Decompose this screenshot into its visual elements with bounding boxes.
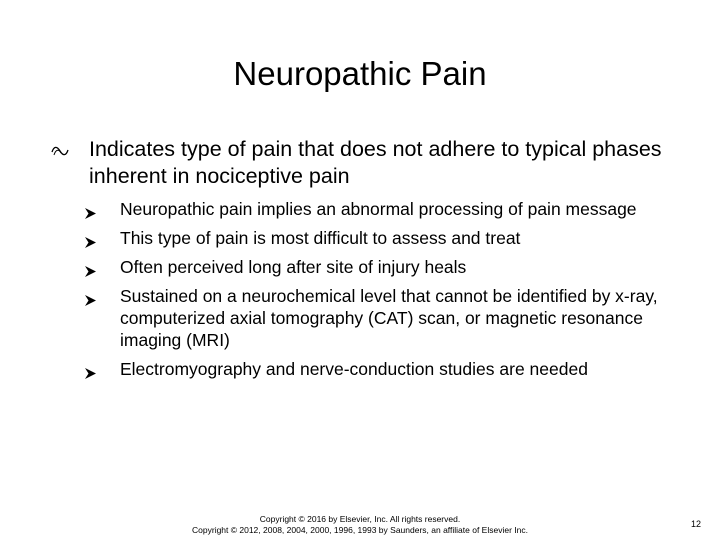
sub-bullet-item — [84, 198, 684, 220]
copyright-line-2: Copyright © 2012, 2008, 2004, 2000, 1996, 1993 by Saunders, an affiliate of Elsevier Inc. — [192, 525, 528, 535]
copyright-footer — [140, 514, 580, 536]
sub-bullet-item — [84, 358, 684, 380]
sub-bullet-text: This type of pain is most difficult to assess and treat — [120, 228, 521, 248]
sub-bullet-text: Sustained on a neurochemical level that cannot be identified by x-ray, computerized axial tomography (CAT) scan, or magnetic resonance imaging (MRI) — [120, 286, 658, 350]
sub-bullet-item — [84, 256, 684, 278]
main-bullet-text: Indicates type of pain that does not adhere to typical phases inherent in nociceptive pain — [89, 137, 662, 188]
copyright-line-1: Copyright © 2016 by Elsevier, Inc. All rights reserved. — [259, 514, 461, 524]
arrow-bullet-icon — [84, 290, 97, 303]
sub-bullet-text: Neuropathic pain implies an abnormal processing of pain message — [120, 199, 637, 219]
arrow-bullet-icon — [84, 363, 97, 376]
page-number: 12 — [690, 519, 701, 529]
sub-bullet-text: Often perceived long after site of injury heals — [120, 257, 467, 277]
sub-bullet-item — [84, 285, 684, 351]
arrow-bullet-icon — [84, 261, 97, 274]
arrow-bullet-icon — [84, 232, 97, 245]
arrow-bullet-icon — [84, 203, 97, 216]
sub-bullet-text: Electromyography and nerve-conduction studies are needed — [120, 359, 588, 379]
slide-title: Neuropathic Pain — [233, 55, 487, 92]
sub-bullet-list — [84, 198, 684, 387]
sub-bullet-item — [84, 227, 684, 249]
flourish-bullet-icon — [51, 144, 69, 158]
